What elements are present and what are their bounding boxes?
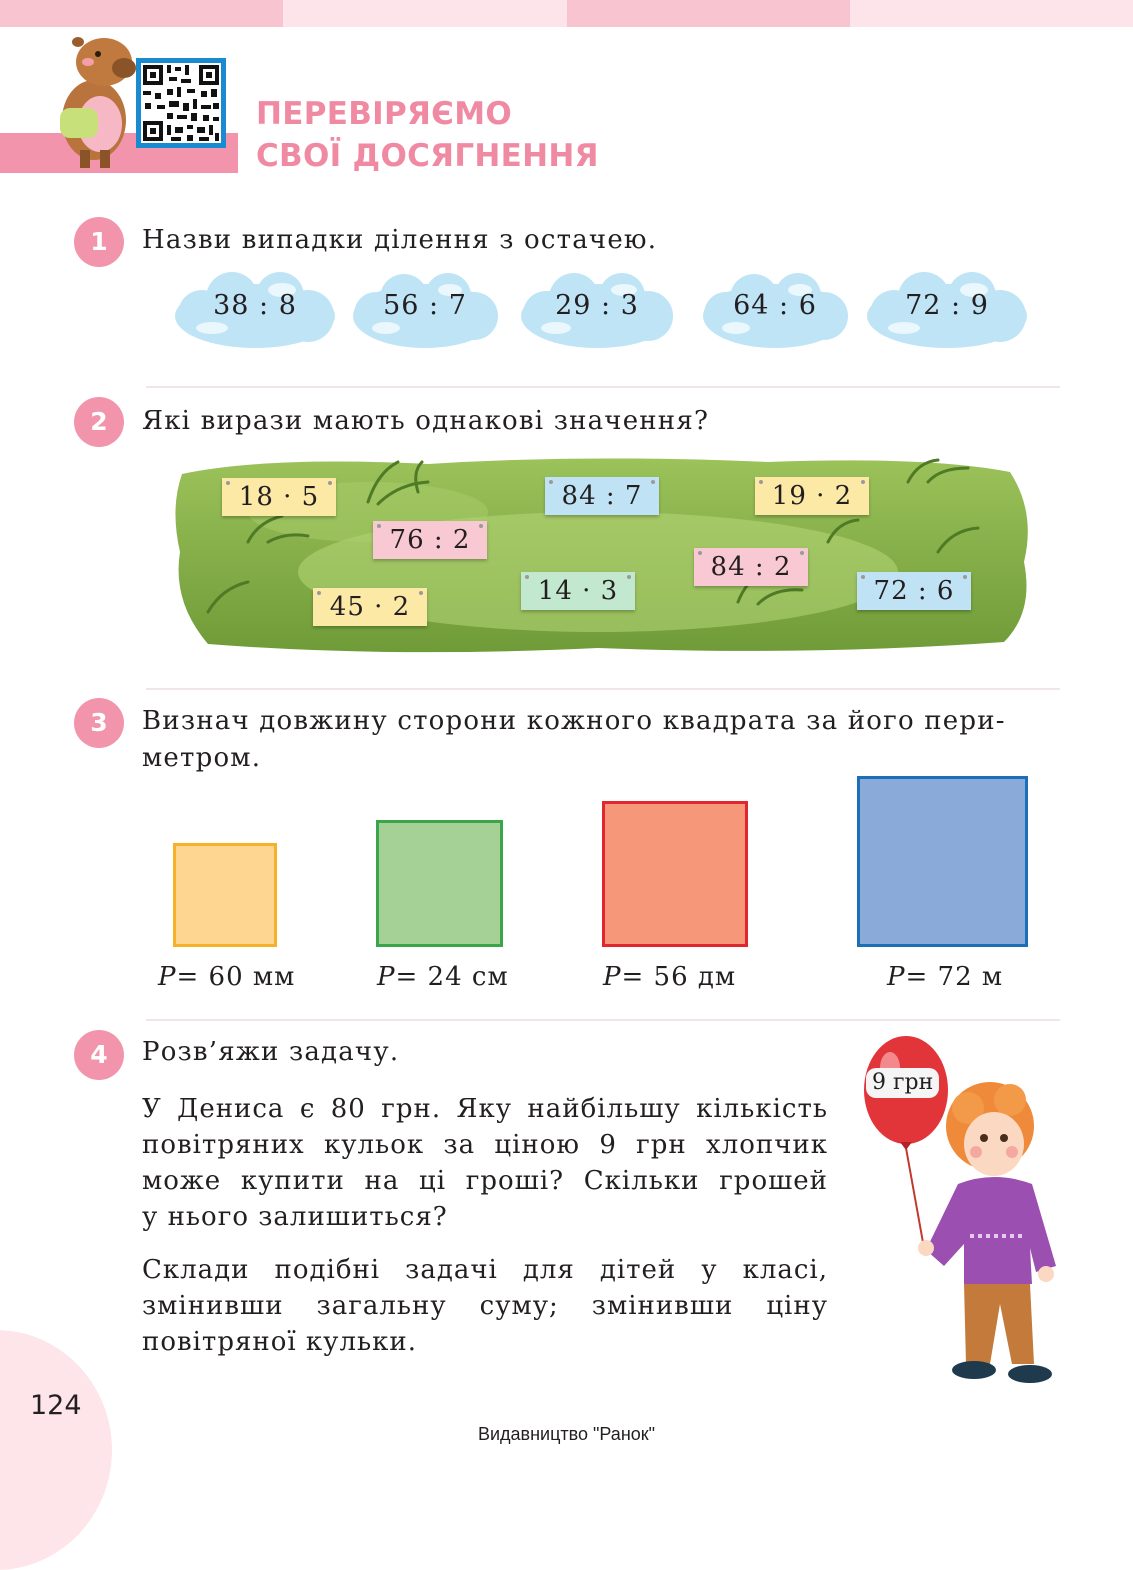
task1-number-badge: 1 [74,217,124,267]
square-red [602,801,748,947]
expression-card: 84 : 7 [545,477,659,515]
page-title-line2: СВОЇ ДОСЯГНЕННЯ [256,138,599,174]
expression-label: 64 : 6 [733,290,817,321]
task4-text: Розв’яжи задачу. [142,1037,400,1067]
task3-text-line1: Визнач довжину сторони кожного квадрата за його пери- [142,706,1006,736]
expression-label: 38 : 8 [213,290,297,321]
expression-card: 19 · 2 [755,477,869,515]
task2-text: Які вирази мають однакові значення? [142,406,710,436]
expression-label: 29 : 3 [555,290,639,321]
cloud-expression-1 [172,268,338,354]
perimeter-label: P= 72 м [887,962,1004,992]
perimeter-label: P= 56 дм [603,962,737,992]
task1-text: Назви випадки ділення з остачею. [142,225,658,255]
page-corner-decoration [0,1330,112,1570]
expression-card: 18 · 5 [222,478,336,516]
cloud-expression-2 [350,268,500,354]
problem-line: У Дениса є 80 грн. Яку найбільшу кількість [142,1094,828,1124]
task3-number-badge: 3 [74,698,124,748]
problem-line: повітряних кульок за ціною 9 грн хлопчик [142,1130,828,1160]
task4-followup [142,1252,828,1360]
expression-label: 56 : 7 [383,290,467,321]
followup-line: повітряної кульки. [142,1327,417,1357]
square-green [376,820,503,947]
expression-card: 45 · 2 [313,588,427,626]
problem-line: може купити на ці гроші? Скільки грошей [142,1166,828,1196]
expression-card: 72 : 6 [857,572,971,610]
qr-code[interactable] [136,58,226,148]
task4-problem [142,1091,828,1235]
cloud-expression-3 [518,268,676,354]
expression-card: 84 : 2 [694,548,808,586]
qr-code-icon [141,63,221,143]
square-yellow [173,843,277,947]
perimeter-label: P= 24 см [377,962,509,992]
balloon-price-label: 9 грн [866,1068,939,1098]
publisher-credit: Видавництво "Ранок" [477,1424,656,1444]
task3-text-line2: метром. [142,743,262,773]
page-number: 124 [30,1390,82,1421]
followup-line: змінивши загальну суму; змінивши ціну [142,1291,828,1321]
capybara-mascot-icon [52,32,142,172]
task4-number-badge: 4 [74,1030,124,1080]
problem-line: у нього залишиться? [142,1202,448,1232]
cloud-expression-4 [700,268,850,354]
perimeter-label: P= 60 мм [158,962,296,992]
expression-card: 14 · 3 [521,572,635,610]
followup-line: Склади подібні задачі для дітей у класі, [142,1255,828,1285]
top-decorative-strip [0,0,1133,27]
expression-card: 76 : 2 [373,521,487,559]
section-divider [146,386,1060,388]
page-title-line1: ПЕРЕВІРЯЄМО [256,96,513,132]
expression-label: 72 : 9 [905,290,989,321]
cloud-expression-5 [864,268,1030,354]
section-divider [146,688,1060,690]
task2-number-badge: 2 [74,397,124,447]
section-divider [146,1019,1060,1021]
square-blue [857,776,1028,947]
